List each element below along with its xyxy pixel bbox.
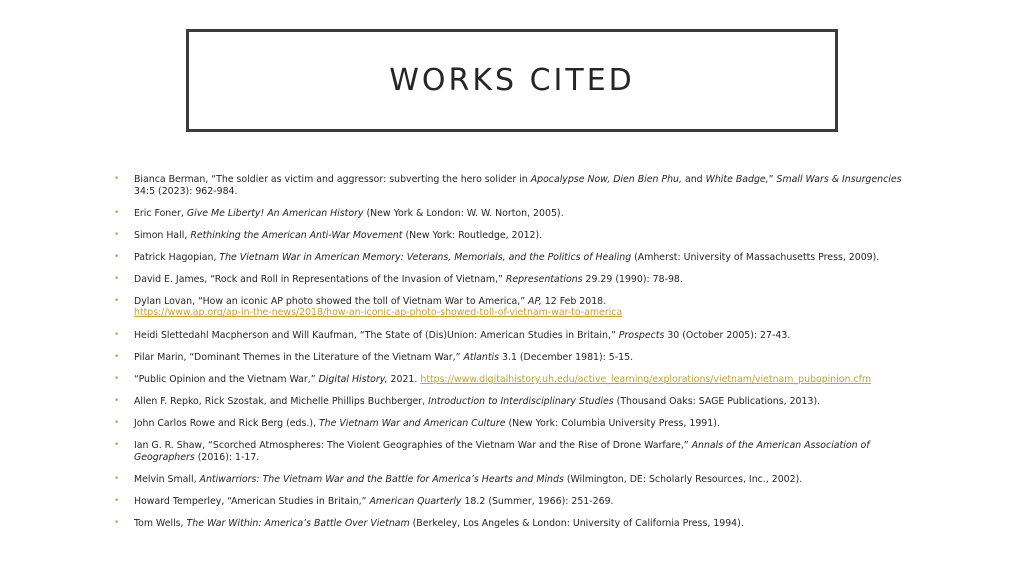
bullet-icon: • [114,295,120,306]
reference-title-italic: The War Within: America’s Battle Over Vietnam [186,517,410,529]
reference-text: 30 (October 2005): 27-43. [664,329,791,341]
reference-title-italic: Apocalypse Now, Dien Bien Phu, [530,174,682,185]
reference-text: 2021. [387,373,421,385]
reference-text: David E. James, “Rock and Roll in Representations of the Invasion of Vietnam,” [134,273,506,285]
reference-text: Ian G. R. Shaw, “Scorched Atmospheres: The Violent Geographies of the Vietnam War and the Rise of Drone Warfare,” [134,440,692,452]
reference-text: Eric Foner, [134,207,187,219]
reference-text: Heidi Slettedahl Macpherson and Will Kaufman, “The State of (Dis)Union: American Studies in Britain,” [134,329,619,341]
reference-text: Patrick Hagopian, [134,251,220,263]
reference-text: 18.2 (Summer, 1966): 251-269. [461,495,614,507]
reference-text: (New York: Routledge, 2012). [402,229,543,241]
reference-title-italic: The Vietnam War and American Culture [318,417,506,429]
bullet-icon: • [114,473,120,484]
reference-title-italic: Rethinking the American Anti-War Movement [190,229,403,241]
reference-item [114,174,904,197]
reference-text: Allen F. Repko, Rick Szostak, and Michelle Phillips Buchberger, [134,395,429,407]
reference-text: Simon Hall, [134,229,191,241]
bullet-icon: • [114,273,120,284]
bullet-icon: • [114,329,120,340]
reference-title-italic: Give Me Liberty! An American History [186,207,364,219]
reference-item [114,274,904,286]
bullet-icon: • [114,495,120,506]
reference-text: (Wilmington, DE: Scholarly Resources, Inc., 2002). [563,473,803,485]
bullet-icon: • [114,517,120,528]
reference-text: Pilar Marin, “Dominant Themes in the Literature of the Vietnam War,” [134,351,464,363]
reference-title-italic: Prospects [618,329,665,341]
reference-text: (New York & London: W. W. Norton, 2005). [363,207,564,219]
works-cited-list [114,174,904,540]
reference-text: (Berkeley, Los Angeles & London: University of California Press, 1994). [409,517,744,529]
reference-title-italic: Annals of the American Association of Geographers [134,440,870,463]
reference-text: ” [768,174,777,185]
reference-title-italic: AP, [528,295,542,307]
title-frame [186,29,838,132]
reference-title-italic: Digital History, [318,373,388,385]
reference-text: Bianca Berman, “The soldier as victim and aggressor: subverting the hero solider in [134,174,531,185]
reference-text: (Amherst: University of Massachusetts Press, 2009). [631,251,880,263]
reference-text: Dylan Lovan, “How an iconic AP photo showed the toll of Vietnam War to America,” [134,295,529,307]
reference-item [114,440,904,463]
reference-title-italic: Small Wars & Insurgencies [776,174,902,185]
reference-title-italic: White Badge, [705,174,769,185]
reference-text: Howard Temperley, “American Studies in Britain,” [134,495,370,507]
reference-item [114,374,904,386]
bullet-icon: • [114,417,120,428]
reference-text: 29.29 (1990): 78-98. [582,273,683,285]
reference-item [114,418,904,430]
reference-title-italic: Atlantis [463,351,500,363]
reference-text: 34:5 (2023): 962-984. [134,185,238,197]
reference-item [114,396,904,408]
reference-item [114,352,904,364]
reference-title-italic: Introduction to Interdisciplinary Studies [428,395,614,407]
reference-item [114,496,904,508]
reference-text: John Carlos Rowe and Rick Berg (eds.), [134,417,319,429]
bullet-icon: • [114,174,120,184]
reference-item [114,230,904,242]
reference-title-italic: Representations [505,273,583,285]
bullet-icon: • [114,373,120,384]
reference-item [114,296,904,319]
bullet-icon: • [114,395,120,406]
reference-link[interactable]: https://www.digitalhistory.uh.edu/active_learning/explorations/vietnam/vietnam_pubopinion.cfm [420,373,872,385]
reference-link[interactable]: https://www.ap.org/ap-in-the-news/2018/how-an-iconic-ap-photo-showed-toll-of-vietnam-war-to-america [134,307,623,319]
reference-text: (New York: Columbia University Press, 1991). [505,417,720,429]
reference-item [114,252,904,264]
reference-title-italic: The Vietnam War in American Memory: Veterans, Memorials, and the Politics of Healing [219,251,632,263]
slide-title: WORKS CITED [389,63,635,98]
reference-text: “Public Opinion and the Vietnam War,” [134,373,319,385]
reference-text: Melvin Small, [134,473,200,485]
reference-item [114,208,904,220]
reference-title-italic: Antiwarriors: The Vietnam War and the Battle for America’s Hearts and Minds [199,473,564,485]
reference-text: 3.1 (December 1981): 5-15. [499,351,634,363]
reference-item [114,518,904,530]
bullet-icon: • [114,207,120,218]
bullet-icon: • [114,440,120,451]
reference-text: (2016): 1-17. [194,451,260,463]
reference-text: and [681,174,706,185]
reference-text: Tom Wells, [134,517,187,529]
bullet-icon: • [114,229,120,240]
reference-text: (Thousand Oaks: SAGE Publications, 2013). [613,395,821,407]
bullet-icon: • [114,251,120,262]
reference-text: 12 Feb 2018. [541,295,607,307]
bullet-icon: • [114,351,120,362]
reference-item [114,474,904,486]
reference-item [114,330,904,342]
reference-title-italic: American Quarterly [369,495,462,507]
